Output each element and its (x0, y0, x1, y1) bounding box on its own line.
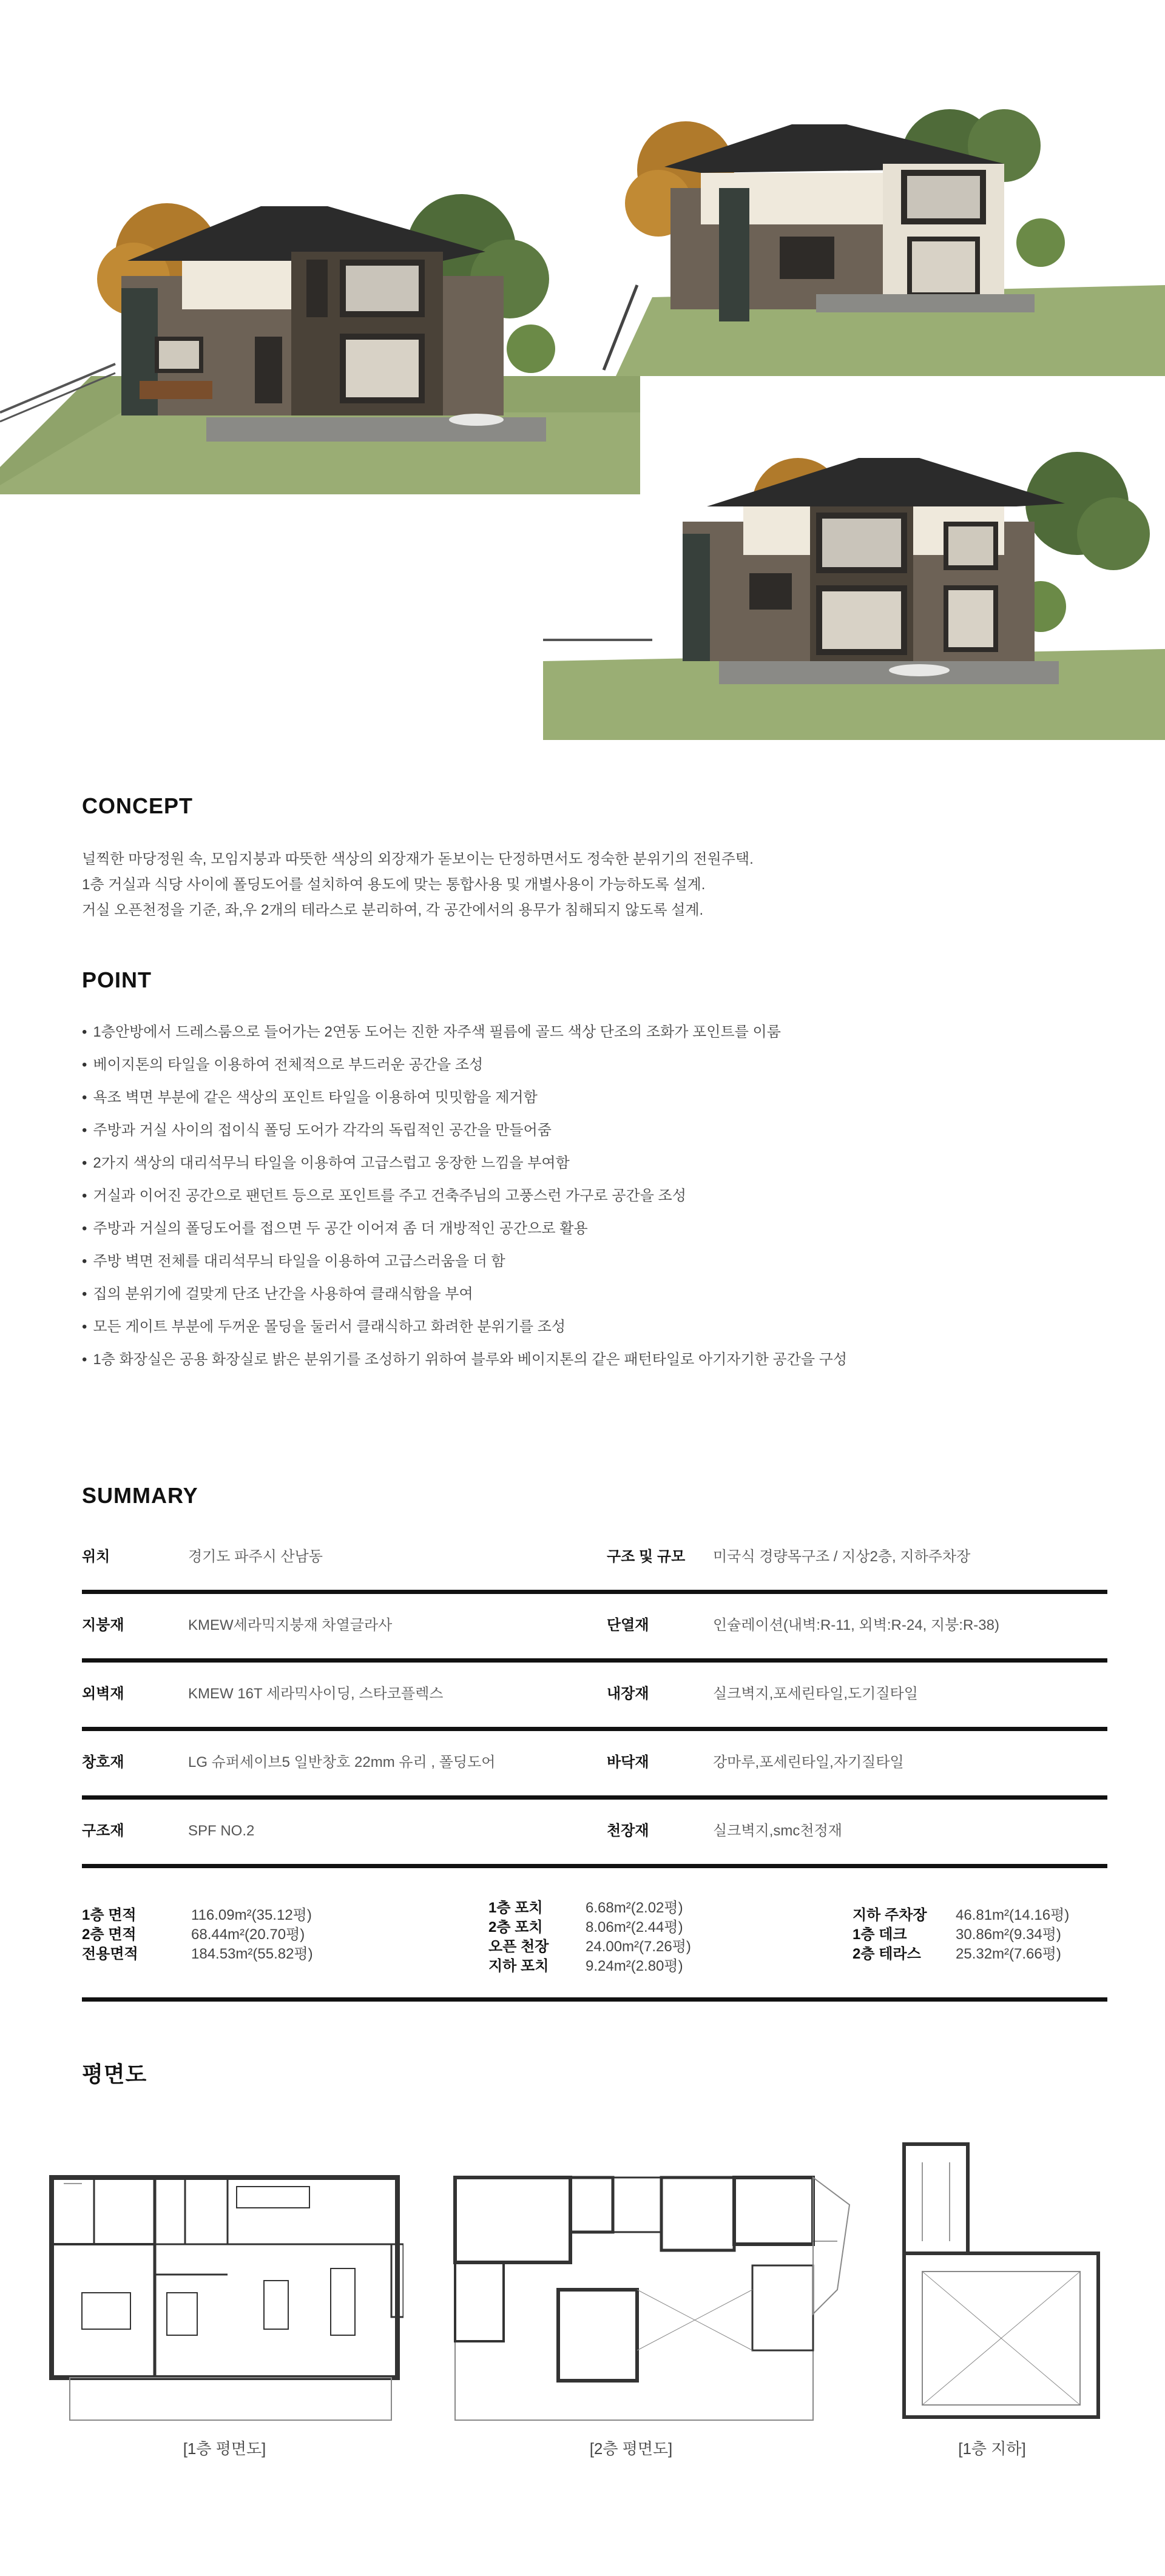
summary-key: 창호재 (82, 1754, 124, 1771)
area-value: 24.00m²(7.26평) (586, 1939, 691, 1955)
summary-row (82, 1731, 1107, 1800)
point-item: • 모든 게이트 부분에 두꺼운 몰딩을 둘러서 클래식하고 화려한 분위기를 조성 (82, 1311, 847, 1343)
summary-key: 구조재 (82, 1823, 124, 1839)
area-column (853, 1906, 1107, 1964)
concept-title: CONCEPT (82, 793, 194, 818)
area-value: 184.53m²(55.82평) (191, 1946, 313, 1962)
summary-value: 인슐레이션(내벽:R-11, 외벽:R-24, 지붕:R-38) (713, 1617, 999, 1633)
point-item: • 베이지톤의 타일을 이용하여 전체적으로 부드러운 공간을 조성 (82, 1049, 847, 1081)
floorplan-basement-caption: [1층 지하] (958, 2440, 1026, 2458)
point-title: POINT (82, 967, 152, 992)
summary-value: 강마루,포세린타일,자기질타일 (713, 1754, 904, 1771)
summary-value: SPF NO.2 (188, 1823, 255, 1839)
floorplan-basement (898, 2138, 1104, 2423)
concept-line: 1층 거실과 식당 사이에 폴딩도어를 설치하여 용도에 맞는 통합사용 및 개별사용이 가능하도록 설계. (82, 876, 706, 893)
area-item (488, 1918, 743, 1937)
area-item (853, 1945, 1107, 1964)
area-value: 68.44m²(20.70평) (191, 1926, 305, 1943)
concept-line: 거실 오픈천정을 기준, 좌,우 2개의 테라스로 분리하여, 각 공간에서의 용무가 침해되지 않도록 설계. (82, 902, 704, 918)
area-summary (82, 1892, 1107, 2002)
area-key: 1층 면적 (82, 1907, 137, 1923)
area-key: 오픈 천장 (488, 1939, 549, 1955)
point-list (82, 1016, 847, 1376)
point-item: • 욕조 벽면 부분에 같은 색상의 포인트 타일을 이용하여 밋밋함을 제거함 (82, 1081, 847, 1114)
area-key: 2층 면적 (82, 1926, 137, 1943)
point-item: • 집의 분위기에 걸맞게 단조 난간을 사용하여 클래식함을 부여 (82, 1278, 847, 1311)
summary-value: 미국식 경량목구조 / 지상2층, 지하주차장 (713, 1549, 971, 1565)
area-key: 2층 포치 (488, 1919, 543, 1935)
summary-value: 실크벽지,포세린타일,도기질타일 (713, 1686, 918, 1702)
floorplan-2f-caption: [2층 평면도] (589, 2440, 673, 2458)
house-render-2 (579, 97, 1165, 376)
area-key: 전용면적 (82, 1946, 138, 1962)
area-value: 8.06m²(2.44평) (586, 1919, 683, 1935)
area-value: 25.32m²(7.66평) (956, 1946, 1061, 1962)
area-key: 지하 주차장 (853, 1907, 927, 1923)
summary-value: 경기도 파주시 산남동 (188, 1549, 323, 1565)
area-column (82, 1906, 361, 1964)
area-value: 116.09m²(35.12평) (191, 1907, 312, 1923)
area-value: 9.24m²(2.80평) (586, 1958, 683, 1974)
area-item (853, 1906, 1107, 1925)
summary-row (82, 1663, 1107, 1731)
summary-value: KMEW세라믹지붕재 차열글라사 (188, 1617, 393, 1633)
point-item: • 주방과 거실의 폴딩도어를 접으면 두 공간 이어져 좀 더 개방적인 공간으로 활용 (82, 1212, 847, 1245)
point-item: • 주방과 거실 사이의 접이식 폴딩 도어가 각각의 독립적인 공간을 만들어줌 (82, 1114, 847, 1147)
summary-key: 천장재 (607, 1823, 649, 1839)
area-value: 46.81m²(14.16평) (956, 1907, 1070, 1923)
area-item (82, 1925, 361, 1945)
summary-key: 내장재 (607, 1686, 649, 1702)
summary-key: 단열재 (607, 1617, 649, 1633)
area-item (488, 1937, 743, 1957)
area-value: 6.68m²(2.02평) (586, 1900, 683, 1916)
summary-row (82, 1525, 1107, 1594)
concept-line: 널찍한 마당정원 속, 모임지붕과 따뜻한 색상의 외장재가 돋보이는 단정하면서도 정숙한 분위기의 전원주택. (82, 851, 754, 867)
summary-key: 외벽재 (82, 1686, 124, 1702)
floorplan-2f (449, 2168, 856, 2429)
point-item: • 거실과 이어진 공간으로 팬던트 등으로 포인트를 주고 건축주님의 고풍스런 가구로 공간을 조성 (82, 1180, 847, 1212)
floorplan-title: 평면도 (82, 2062, 147, 2087)
area-item (82, 1945, 361, 1964)
area-key: 1층 데크 (853, 1926, 907, 1943)
point-item: • 1층 화장실은 공용 화장실로 밝은 분위기를 조성하기 위하여 블루와 베이지톤의 같은 패턴타일로 아기자기한 공간을 구성 (82, 1343, 847, 1376)
area-key: 지하 포치 (488, 1958, 549, 1974)
summary-row (82, 1800, 1107, 1868)
point-item: • 주방 벽면 전체를 대리석무늬 타일을 이용하여 고급스러움을 더 함 (82, 1245, 847, 1278)
summary-value: 실크벽지,smc천정재 (713, 1823, 842, 1839)
area-item (488, 1898, 743, 1918)
floorplan-1f (46, 2171, 404, 2432)
area-item (853, 1925, 1107, 1945)
summary-title: SUMMARY (82, 1483, 198, 1508)
area-item (488, 1957, 743, 1976)
summary-table (82, 1525, 1107, 1868)
area-key: 2층 테라스 (853, 1946, 921, 1962)
floorplan-1f-caption: [1층 평면도] (183, 2440, 266, 2458)
summary-key: 구조 및 규모 (607, 1549, 686, 1565)
summary-value: KMEW 16T 세라믹사이딩, 스타코플렉스 (188, 1686, 444, 1702)
area-column (488, 1898, 743, 1976)
point-item: • 1층안방에서 드레스룸으로 들어가는 2연동 도어는 진한 자주색 필름에 골드 색상 단조의 조화가 포인트를 이룸 (82, 1016, 847, 1049)
summary-key: 바닥재 (607, 1754, 649, 1771)
summary-key: 지붕재 (82, 1617, 124, 1633)
area-item (82, 1906, 361, 1925)
summary-key: 위치 (82, 1549, 110, 1565)
area-key: 1층 포치 (488, 1900, 543, 1916)
house-render-3 (543, 431, 1165, 740)
summary-value: LG 슈퍼세이브5 일반창호 22mm 유리 , 폴딩도어 (188, 1754, 496, 1771)
area-value: 30.86m²(9.34평) (956, 1926, 1061, 1943)
point-item: • 2가지 색상의 대리석무늬 타일을 이용하여 고급스럽고 웅장한 느낌을 부여함 (82, 1147, 847, 1180)
concept-text (82, 847, 754, 923)
summary-row (82, 1594, 1107, 1663)
